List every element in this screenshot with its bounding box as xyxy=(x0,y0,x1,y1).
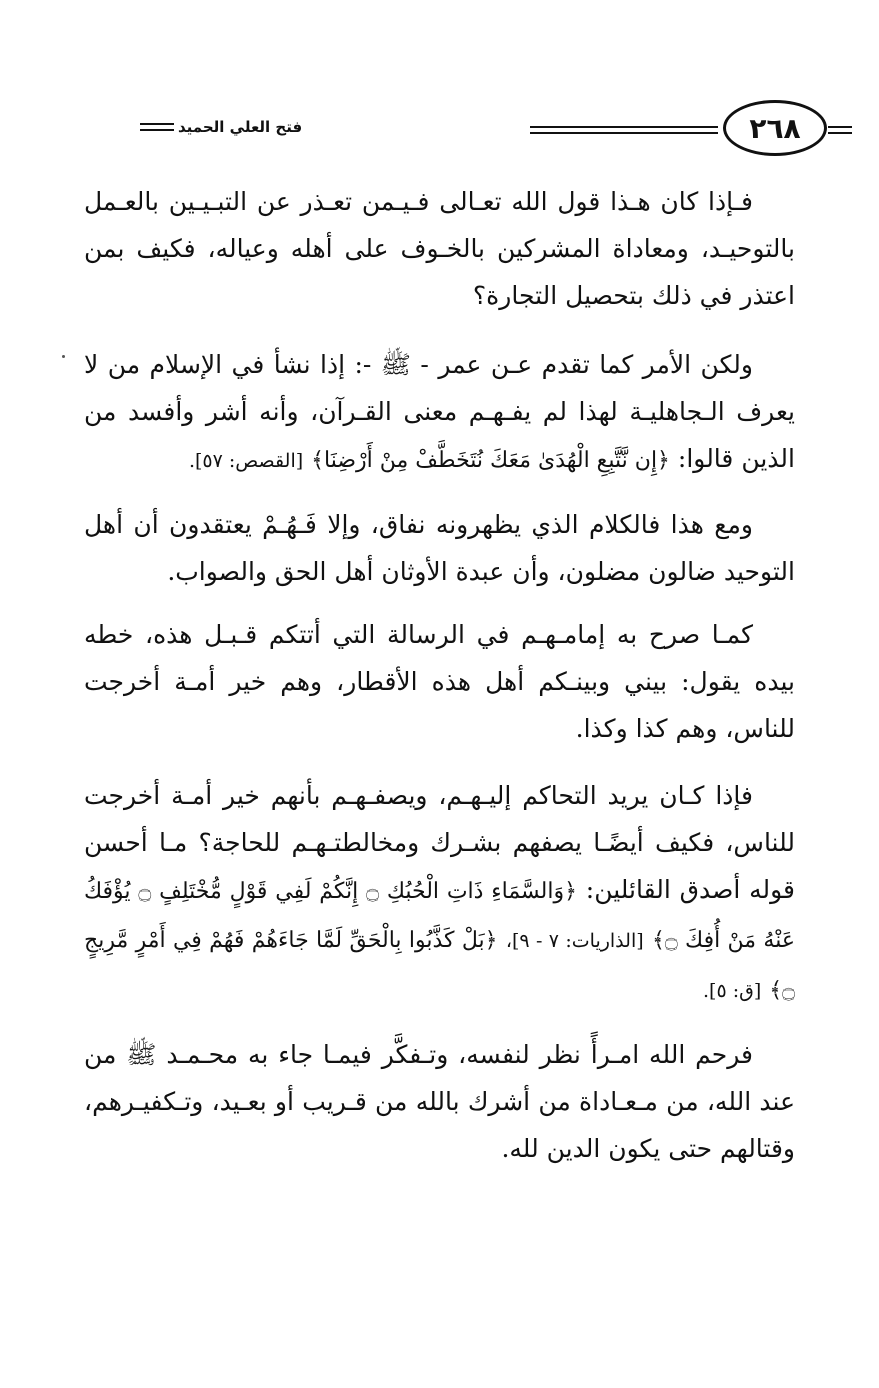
header-right-rule xyxy=(828,126,852,134)
quran-ref-1: [القصص: ٥٧]. xyxy=(188,450,304,472)
page-header xyxy=(60,98,801,166)
book-title: فتح العلي الحميد xyxy=(178,118,303,136)
page-number: ٢٦٨ xyxy=(723,100,827,156)
page-body xyxy=(84,178,795,1192)
quran-ref-3: [ق: ٥]. xyxy=(702,980,762,1002)
quran-ref-2: [الذاريات: ٧ - ٩]، xyxy=(505,930,644,952)
paragraph-5-text: فإذا كـان يريد التحاكم إليـهـم، ويصفـهـم بأنهم خير أمـة أخرجت للناس، فكيف أيضًـا يصفهم بشـرك ومخالطتـهـم للحاجة؟ مـا أحسن قوله أصدق القائلين: xyxy=(84,781,795,904)
header-short-rule xyxy=(140,123,174,131)
header-long-rule xyxy=(530,126,718,134)
paragraph-4: كمـا صرح به إمامـهـم في الرسالة التي أتتكم قـبـل هذه، خطه بيده يقول: بيني وبينـكم أهل هذه الأقطار، وهم خير أمـة أخرجت للناس، وهم كذا وكذا. xyxy=(84,620,795,743)
quran-quote-3: ﴿بَلْ كَذَّبُوا بِالْحَقِّ لَمَّا جَاءَهُمْ فَهُمْ فِي أَمْرٍ مَّرِيجٍ ۝﴾ xyxy=(84,928,795,1003)
margin-dot xyxy=(62,355,65,358)
paragraph-1: فـإذا كان هـذا قول الله تعـالى فـيـمن تعـذر عن التبـيـين بالعـمل بالتوحيـد، ومعاداة المشركين بالخـوف على أهله وعياله، فكيف بمن اعتذر في ذلك بتحصيل التجارة؟ xyxy=(84,187,795,310)
paragraph-6: فرحم الله امـرأً نظر لنفسه، وتـفكَّر فيمـا جاء به محـمـد ﷺ من عند الله، من مـعـاداة من أشرك بالله من قـريب أو بعـيد، وتـكفيـرهم، وقتالهم حتى يكون الدين لله. xyxy=(84,1040,795,1163)
quran-quote-1: ﴿إِن نَّتَّبِعِ الْهُدَىٰ مَعَكَ نُتَخَطَّفْ مِنْ أَرْضِنَا﴾ xyxy=(311,448,670,473)
paragraph-2-text: ولكن الأمر كما تقدم عـن عمر - ﷺ -: إذا نشأ في الإسلام من لا يعرف الـجاهليـة لهذا لم يفـهـم معنى القـرآن، وأنه أشر وأفسد من الذين قالوا: xyxy=(84,350,795,473)
paragraph-2 xyxy=(84,341,795,485)
paragraph-3: ومع هذا فالكلام الذي يظهرونه نفاق، وإلا فَـهُـمْ يعتقدون أن أهل التوحيد ضالون مضلون، وأن عبدة الأوثان أهل الحق والصواب. xyxy=(84,510,795,586)
quran-quote-2: ﴿وَالسَّمَاءِ ذَاتِ الْحُبُكِ ۝ إِنَّكُمْ لَفِي قَوْلٍ مُّخْتَلِفٍ ۝ يُؤْفَكُ عَنْهُ مَنْ أُفِكَ ۝﴾ xyxy=(84,879,795,953)
paragraph-5 xyxy=(84,772,795,1015)
